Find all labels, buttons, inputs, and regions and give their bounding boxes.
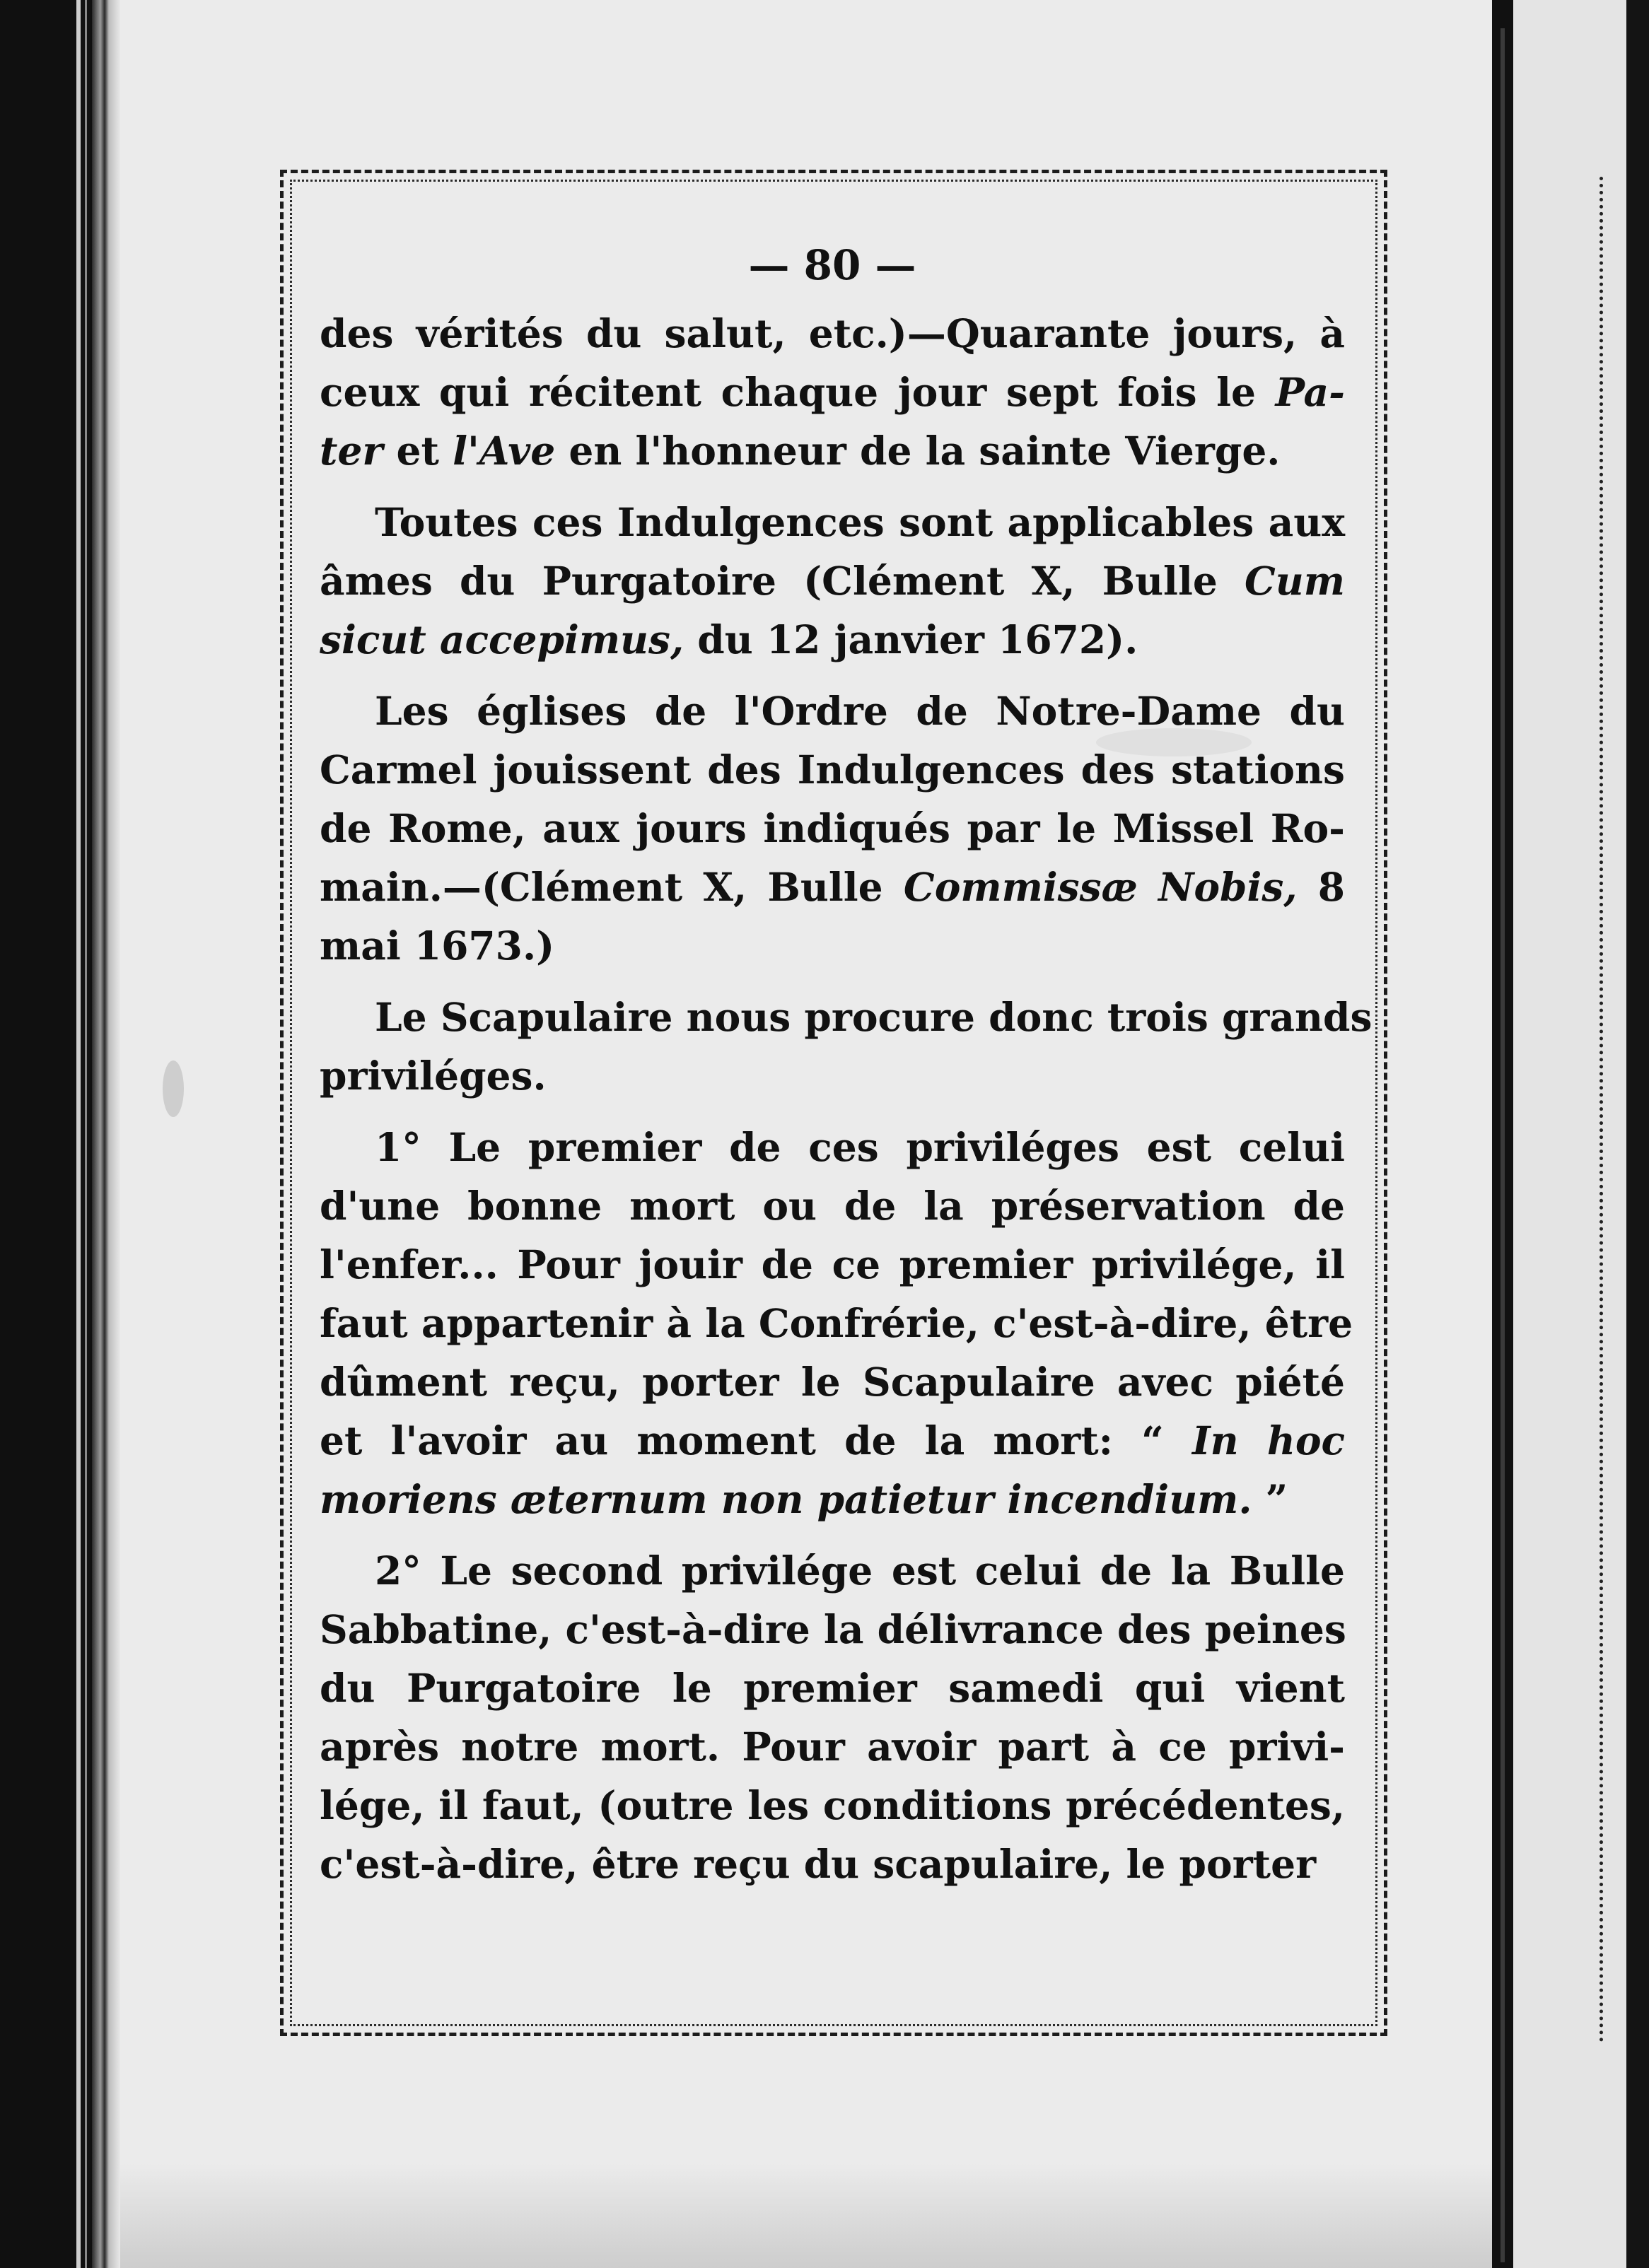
italic-text: sicut accepimus,: [320, 616, 684, 662]
text-line: [320, 1717, 1345, 1776]
text-line: [320, 1118, 1345, 1176]
text-line: [320, 988, 1373, 1046]
text-line: [320, 799, 1345, 858]
text-segment: dûment reçu, porter le Scapulaire avec piété: [320, 1359, 1345, 1405]
text-line: [320, 363, 1345, 421]
binding-edge-line: [85, 0, 87, 2268]
text-segment: du Purgatoire le premier samedi qui vient: [320, 1665, 1345, 1711]
italic-text: Commissæ Nobis,: [903, 864, 1298, 910]
paper-stain: [163, 1060, 184, 1117]
text-segment: l'enfer... Pour jouir de ce premier privilége, il: [320, 1241, 1345, 1287]
text-segment: Le Scapulaire nous procure donc trois grands: [375, 994, 1373, 1040]
paragraph: [320, 682, 1345, 975]
text-line: [320, 1176, 1345, 1235]
text-line: [320, 682, 1345, 740]
page-text: [320, 233, 1373, 1906]
text-line: [320, 610, 1345, 669]
text-line: [320, 916, 1345, 975]
facing-page-edge: [1626, 0, 1649, 2268]
text-segment: lége, il faut, (outre les conditions précédentes,: [320, 1782, 1345, 1828]
text-line: [320, 1411, 1345, 1470]
text-segment: de Rome, aux jours indiqués par le Missel Ro-: [320, 805, 1345, 851]
text-segment: et l'avoir au moment de la mort: “: [320, 1418, 1192, 1463]
text-line: [320, 493, 1345, 551]
text-segment: d'une bonne mort ou de la préservation de: [320, 1183, 1345, 1229]
text-line: [320, 1541, 1345, 1600]
text-segment: Toutes ces Indulgences sont applicables aux: [375, 499, 1345, 545]
paragraph: [320, 304, 1345, 480]
text-segment: Carmel jouissent des Indulgences des stations: [320, 747, 1345, 793]
text-line: [320, 1294, 1353, 1352]
text-segment: ”: [1252, 1476, 1288, 1522]
text-segment: main.—(Clément X, Bulle: [320, 864, 904, 910]
text-segment: 2° Le second privilége est celui de la Bulle: [375, 1548, 1345, 1594]
text-line: [320, 1600, 1345, 1659]
text-segment: 8: [1297, 864, 1346, 910]
text-segment: mai 1673.): [320, 923, 555, 969]
text-segment: après notre mort. Pour avoir part à ce privi-: [320, 1724, 1345, 1770]
facing-page-frame: [1600, 177, 1607, 2043]
text-line: [320, 1046, 1345, 1105]
text-line: [320, 551, 1345, 610]
paragraph: [320, 1541, 1345, 1893]
text-segment: ceux qui récitent chaque jour sept fois le: [320, 369, 1276, 415]
text-segment: Sabbatine, c'est-à-dire la délivrance des peines: [320, 1606, 1346, 1652]
paragraph: [320, 1118, 1353, 1528]
text-line: [320, 1776, 1345, 1835]
text-segment: priviléges.: [320, 1053, 547, 1099]
text-segment: des vérités du salut, etc.)—Quarante jours, à: [320, 310, 1345, 356]
gutter-line: [1501, 28, 1505, 2262]
text-segment: et: [383, 428, 453, 474]
text-line: [320, 858, 1345, 916]
text-line: [320, 740, 1345, 799]
italic-text: ter: [320, 428, 383, 474]
italic-text: In hoc: [1191, 1418, 1346, 1463]
italic-text: Pa-: [1275, 369, 1345, 415]
page-stack-edge: [92, 0, 120, 2268]
text-segment: 1° Le premier de ces priviléges est celui: [375, 1124, 1345, 1170]
italic-text: Cum: [1245, 558, 1345, 604]
text-segment: c'est-à-dire, être reçu du scapulaire, le porter: [320, 1841, 1317, 1887]
text-segment: en l'honneur de la sainte Vierge.: [555, 428, 1281, 474]
text-line: [320, 1470, 1345, 1528]
text-line: [320, 1235, 1345, 1294]
text-line: [320, 1659, 1345, 1717]
page-shadow: [120, 2163, 1492, 2268]
text-line: [320, 1352, 1345, 1411]
paragraph: [320, 988, 1373, 1105]
text-segment: du 12 janvier 1672).: [684, 616, 1138, 662]
italic-text: moriens æternum non patietur incendium.: [320, 1476, 1252, 1522]
page-number: — 80 —: [748, 241, 916, 289]
paragraphs: [320, 304, 1373, 1893]
text-line: [320, 421, 1345, 480]
binding-edge-line: [76, 0, 81, 2268]
text-segment: faut appartenir à la Confrérie, c'est-à-dire, être: [320, 1300, 1353, 1346]
text-segment: Les églises de l'Ordre de Notre-Dame du: [375, 688, 1345, 734]
italic-text: l'Ave: [453, 428, 556, 474]
text-segment: âmes du Purgatoire (Clément X, Bulle: [320, 558, 1245, 604]
text-line: [320, 304, 1345, 363]
book-binding: [0, 0, 106, 2268]
text-line: [320, 1835, 1345, 1893]
paragraph: [320, 493, 1345, 669]
